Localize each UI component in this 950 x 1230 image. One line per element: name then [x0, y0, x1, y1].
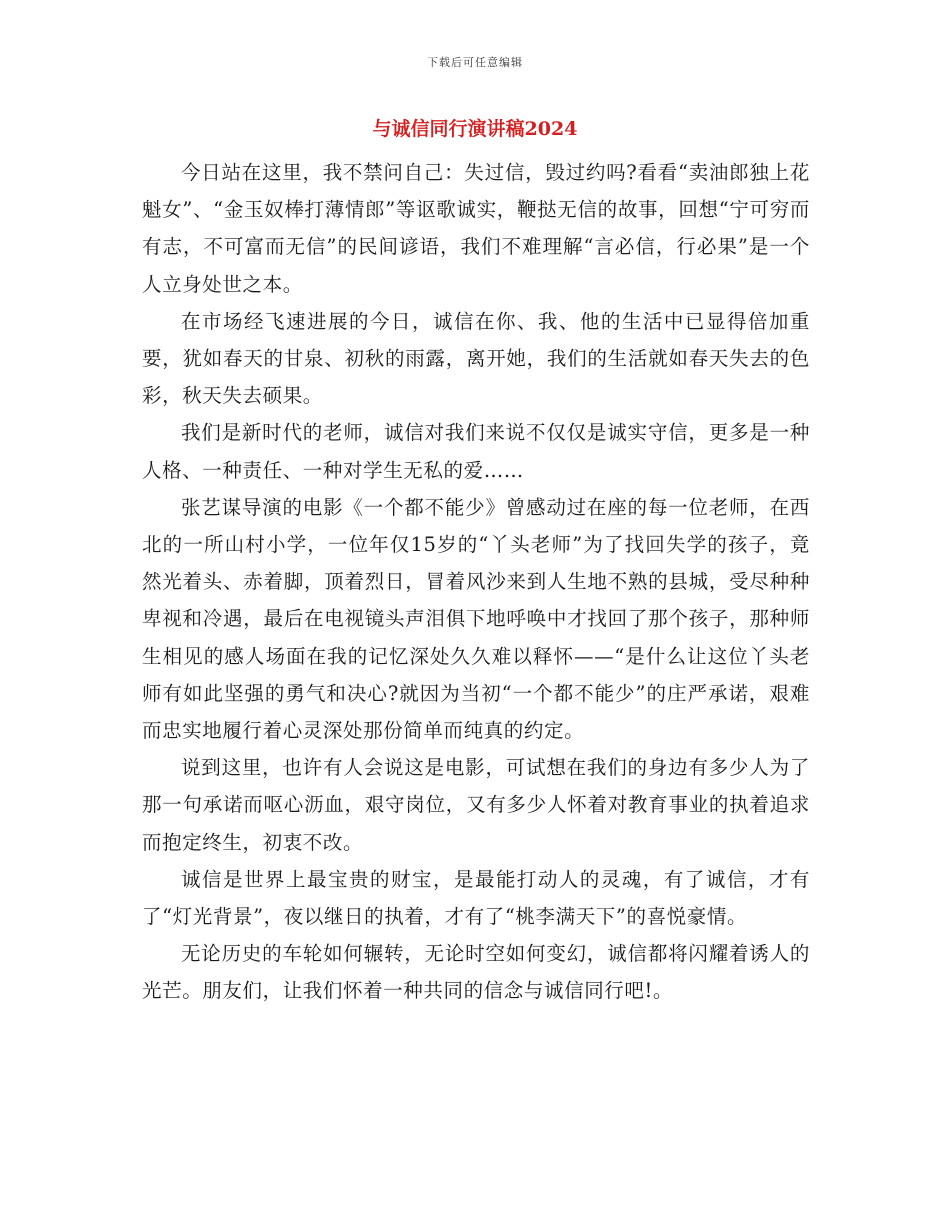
header-note: 下载后可任意编辑 [427, 56, 523, 69]
paragraph-6: 诚信是世界上最宝贵的财宝，是最能打动人的灵魂，有了诚信，才有了“灯光背景”，夜以继日的执着，才有了“桃李满天下”的喜悦豪情。 [142, 867, 810, 929]
paragraph-4: 张艺谋导演的电影《一个都不能少》曾感动过在座的每一位老师，在西北的一所山村小学，一位年仅15岁的“丫头老师”为了找回失学的孩子，竟然光着头、赤着脚，顶着烈日，冒着风沙来到人生地不熟的县城，受尽种种卑视和冷遇，最后在电视镜头声泪俱下地呼唤中才找回了那个孩子，那种师生相见的感人场面在我的记忆深处久久难以释怀——“是什么让这位丫头老师有如此坚强的勇气和决心?就因为当初“一个都不能少”的庄严承诺，艰难而忠实地履行着心灵深处那份简单而纯真的约定。 [142, 495, 810, 743]
paragraph-3: 我们是新时代的老师，诚信对我们来说不仅仅是诚实守信，更多是一种人格、一种责任、一种对学生无私的爱…… [142, 421, 810, 482]
paragraph-2: 在市场经飞速进展的今日，诚信在你、我、他的生活中已显得倍加重要，犹如春天的甘泉、初秋的雨露，离开她，我们的生活就如春天失去的色彩，秋天失去硕果。 [142, 309, 810, 408]
page-title: 与诚信同行演讲稿2024 [372, 118, 578, 140]
paragraph-7: 无论历史的车轮如何辗转，无论时空如何变幻，诚信都将闪耀着诱人的光芒。朋友们，让我们怀着一种共同的信念与诚信同行吧!。 [142, 942, 810, 1003]
paragraph-5: 说到这里，也许有人会说这是电影，可试想在我们的身边有多少人为了那一句承诺而呕心沥血，艰守岗位，又有多少人怀着对教育事业的执着追求而抱定终生，初衷不改。 [142, 756, 810, 854]
document-body [142, 154, 810, 1010]
paragraph-1: 今日站在这里，我不禁问自己：失过信，毁过约吗?看看“卖油郎独上花魁女”、“金玉奴棒打薄情郎”等讴歌诚实，鞭挞无信的故事，回想“宁可穷而有志，不可富而无信”的民间谚语，我们不难理解“言必信，行必果”是一个人立身处世之本。 [142, 161, 810, 296]
